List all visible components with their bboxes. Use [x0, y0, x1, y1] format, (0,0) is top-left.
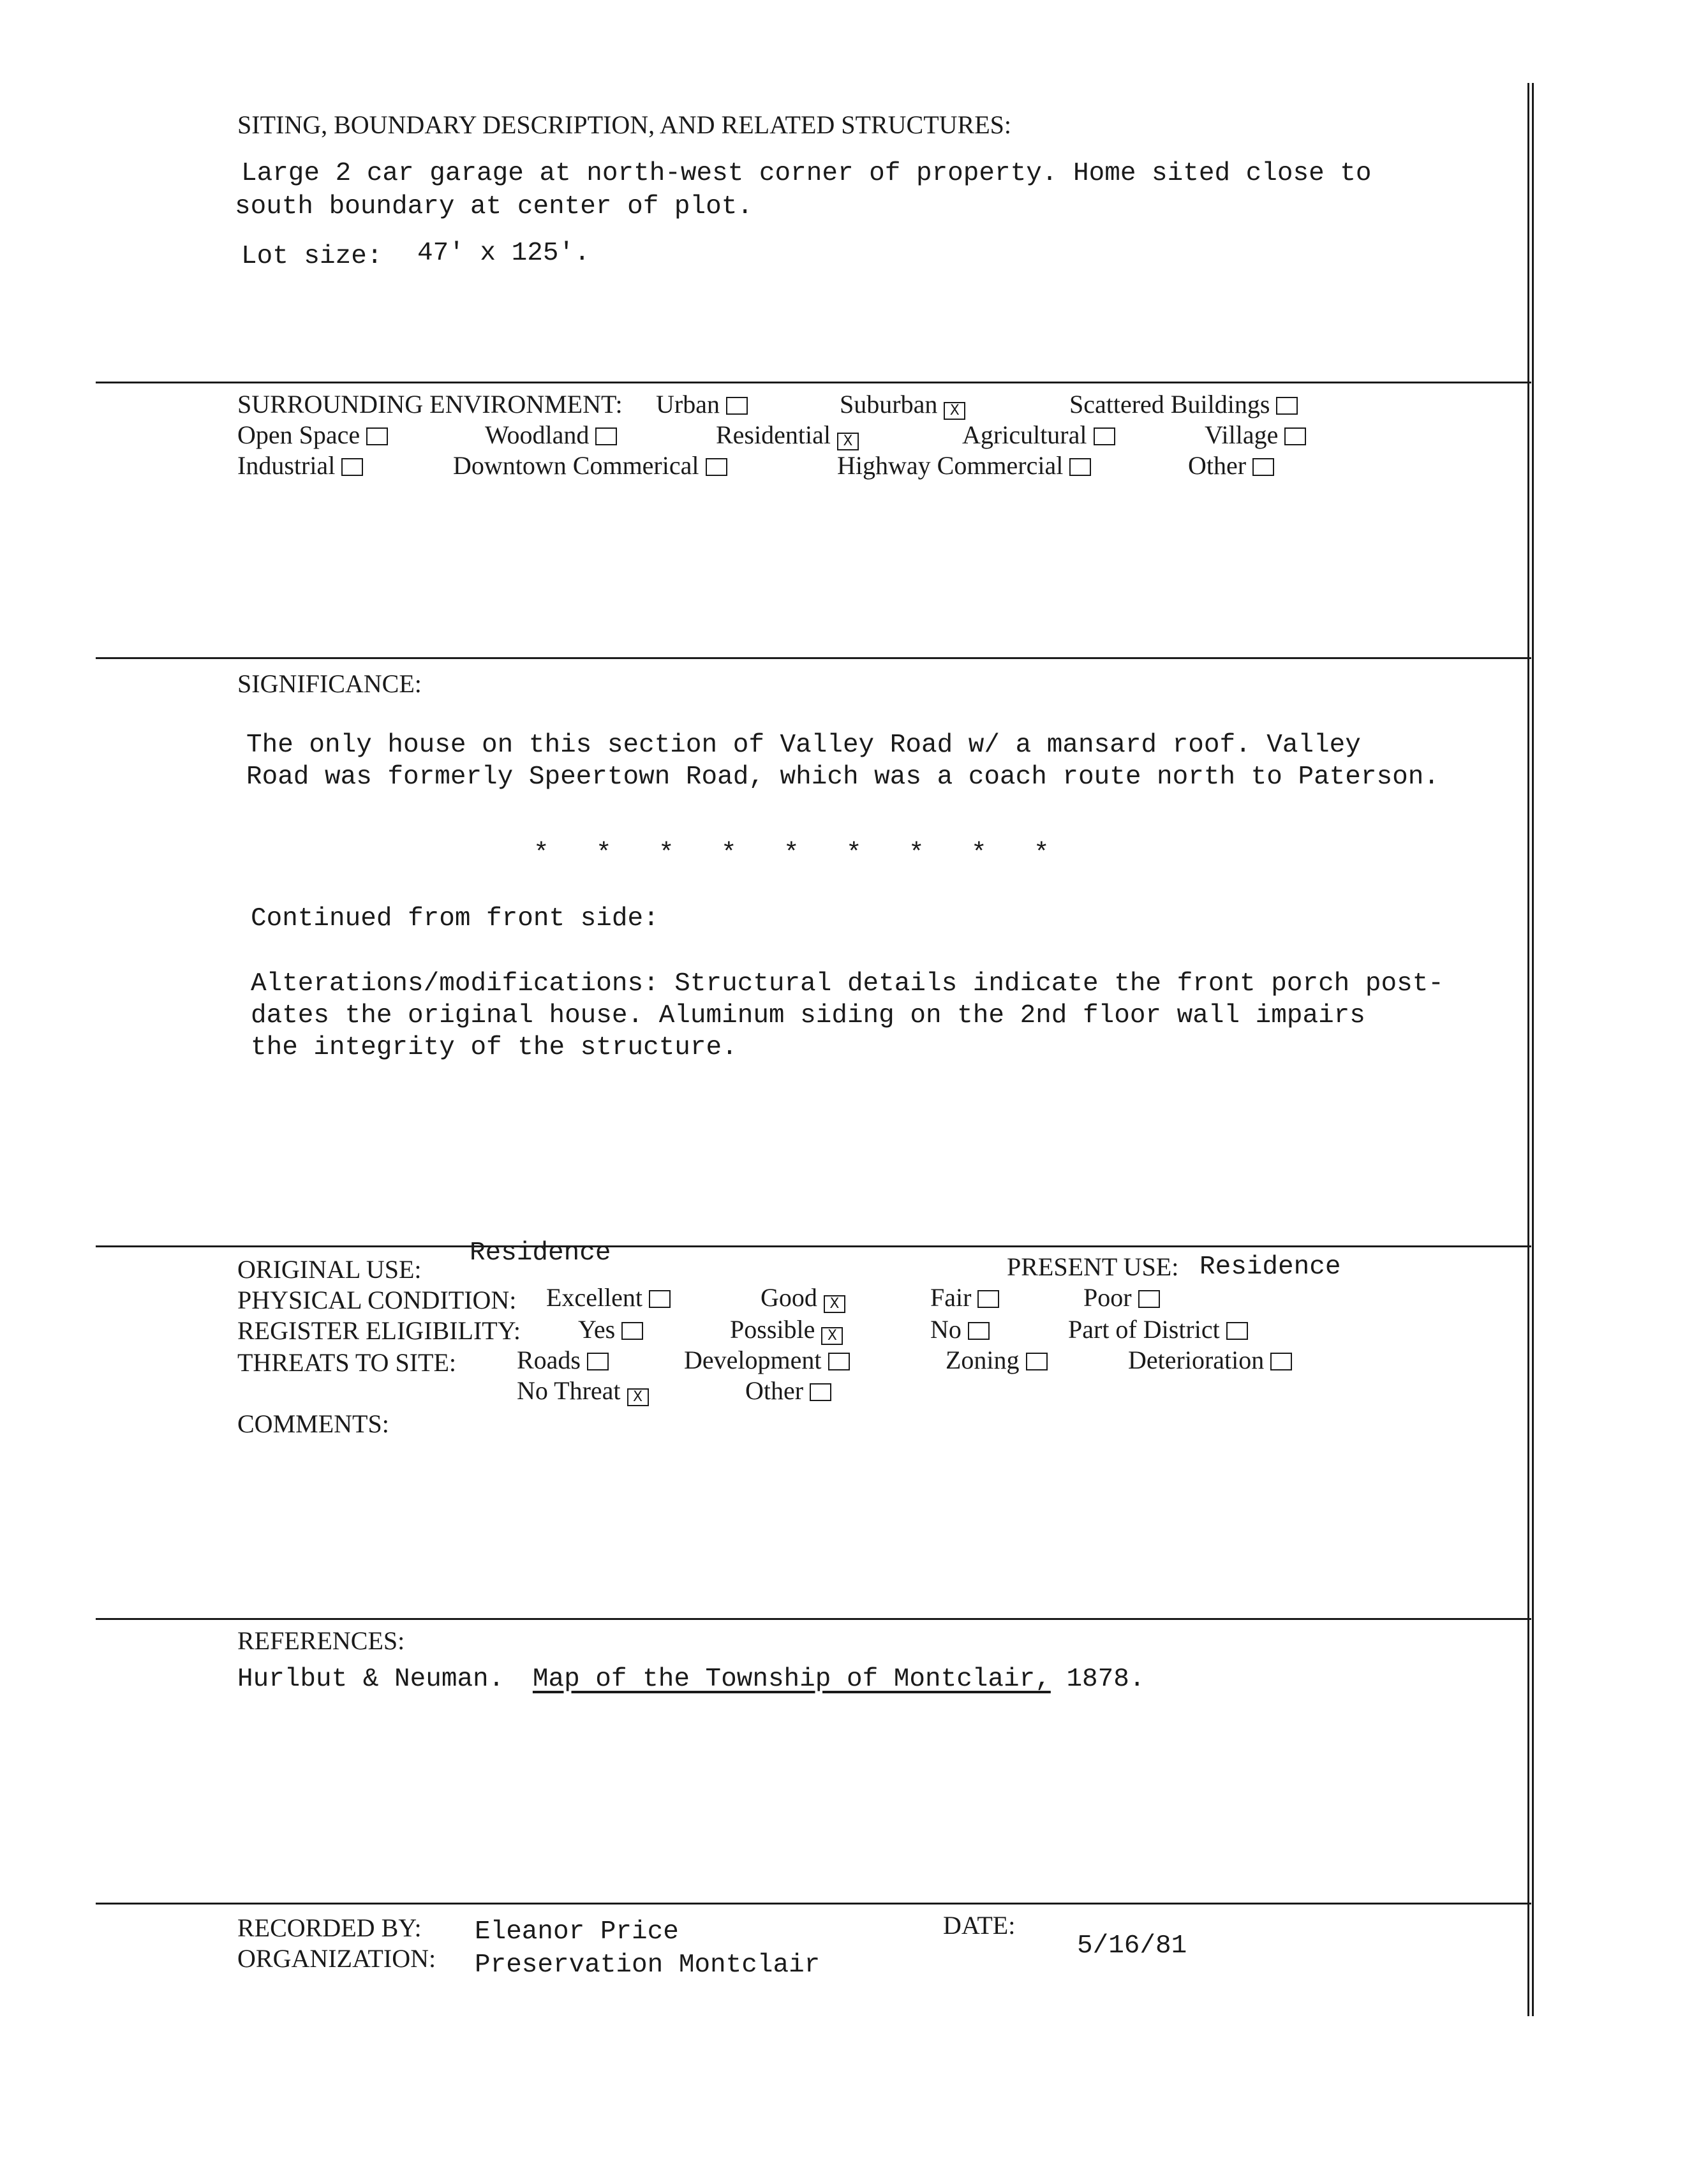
option-label: Development: [684, 1346, 822, 1374]
option-label: Downtown Commerical: [453, 451, 699, 480]
condition-poor[interactable]: [1083, 1285, 1160, 1311]
siting-line-2: south boundary at center of plot.: [235, 192, 753, 221]
option-label: Part of District: [1068, 1315, 1220, 1344]
option-woodland[interactable]: [485, 422, 617, 448]
reference-title: Map of the Township of Montclair,: [532, 1665, 1051, 1694]
divider-3: [96, 1245, 1531, 1247]
asterisk-separator: [533, 841, 1096, 867]
option-label: No: [930, 1315, 962, 1344]
checkbox-open-space[interactable]: [366, 427, 388, 445]
checkbox-downtown-commercial[interactable]: [706, 458, 727, 476]
checkbox-suburban-checked[interactable]: X: [944, 402, 965, 420]
organization-value: Preservation Montclair: [475, 1950, 821, 1980]
option-label: Highway Commercial: [837, 451, 1064, 480]
checkbox-excellent[interactable]: [649, 1290, 671, 1308]
option-village[interactable]: [1205, 422, 1306, 448]
siting-heading: SITING, BOUNDARY DESCRIPTION, AND RELATED STRUCTURES:: [237, 110, 1012, 139]
checkbox-urban[interactable]: [726, 397, 748, 415]
option-agricultural[interactable]: [962, 422, 1115, 448]
significance-heading: SIGNIFICANCE:: [237, 669, 422, 698]
eligibility-possible[interactable]: [730, 1317, 843, 1345]
threat-development[interactable]: [684, 1348, 850, 1373]
reference-line: [237, 1667, 1145, 1693]
threat-other[interactable]: [745, 1378, 831, 1404]
alterations-line-3: the integrity of the structure.: [251, 1033, 738, 1062]
option-label: Industrial: [237, 451, 336, 480]
original-use-label: ORIGINAL USE:: [237, 1255, 422, 1284]
option-label: Other: [745, 1376, 804, 1405]
organization-label: ORGANIZATION:: [237, 1944, 436, 1973]
checkbox-woodland[interactable]: [595, 427, 617, 445]
option-label: Scattered Buildings: [1069, 390, 1270, 419]
divider-1: [96, 382, 1531, 383]
option-label: Residential: [716, 420, 831, 449]
alterations-line-2: dates the original house. Aluminum siding on the 2nd floor wall impairs: [251, 1001, 1365, 1030]
option-label: Roads: [517, 1346, 581, 1374]
checkbox-deterioration[interactable]: [1270, 1353, 1292, 1370]
significance-line-1: The only house on this section of Valley Road w/ a mansard roof. Valley: [246, 731, 1361, 760]
option-industrial[interactable]: [237, 453, 363, 479]
asterisk: *: [533, 839, 549, 868]
checkbox-residential-checked[interactable]: X: [837, 433, 859, 450]
threat-zoning[interactable]: [946, 1348, 1048, 1373]
option-label: Excellent: [546, 1283, 643, 1312]
checkbox-village[interactable]: [1284, 427, 1306, 445]
option-other[interactable]: [1188, 453, 1274, 479]
divider-4: [96, 1618, 1531, 1620]
option-label: Good: [761, 1283, 817, 1312]
present-use-value: Residence: [1199, 1252, 1341, 1282]
checkbox-zoning[interactable]: [1026, 1353, 1048, 1370]
checkbox-fair[interactable]: [977, 1290, 999, 1308]
asterisk: *: [783, 839, 799, 868]
checkbox-agricultural[interactable]: [1094, 427, 1115, 445]
option-label: Agricultural: [962, 420, 1087, 449]
option-label: No Threat: [517, 1376, 621, 1405]
continued-note: Continued from front side:: [251, 904, 659, 933]
lot-size-value: 47' x 125'.: [417, 239, 590, 268]
option-residential[interactable]: [716, 422, 859, 450]
option-label: Yes: [578, 1315, 616, 1344]
checkbox-scattered-buildings[interactable]: [1276, 397, 1298, 415]
checkbox-roads[interactable]: [587, 1353, 609, 1370]
environment-heading: SURROUNDING ENVIRONMENT:: [237, 390, 623, 419]
checkbox-development[interactable]: [828, 1353, 850, 1370]
date-value: 5/16/81: [1077, 1931, 1187, 1961]
recorded-by-label: RECORDED BY:: [237, 1913, 422, 1942]
asterisk: *: [1034, 839, 1050, 868]
eligibility-no[interactable]: [930, 1317, 990, 1342]
option-label: Village: [1205, 420, 1279, 449]
checkbox-highway-commercial[interactable]: [1069, 458, 1091, 476]
option-label: Other: [1188, 451, 1247, 480]
alterations-line-1: Alterations/modifications: Structural details indicate the front porch post-: [251, 969, 1444, 999]
reference-authors: Hurlbut & Neuman.: [237, 1665, 505, 1694]
option-label: Zoning: [946, 1346, 1020, 1374]
checkbox-poor[interactable]: [1138, 1290, 1160, 1308]
option-scattered-buildings[interactable]: [1069, 392, 1298, 417]
checkbox-threat-other[interactable]: [810, 1383, 831, 1401]
asterisk: *: [596, 839, 612, 868]
option-label: Poor: [1083, 1283, 1132, 1312]
original-use-value: Residence: [470, 1238, 611, 1268]
option-label: Open Space: [237, 420, 360, 449]
checkbox-good-checked[interactable]: X: [824, 1295, 845, 1313]
reference-year: 1878.: [1066, 1665, 1145, 1694]
option-urban[interactable]: [656, 392, 748, 417]
asterisk: *: [971, 839, 987, 868]
physical-condition-label: PHYSICAL CONDITION:: [237, 1286, 517, 1314]
option-label: Deterioration: [1128, 1346, 1265, 1374]
checkbox-industrial[interactable]: [341, 458, 363, 476]
recorded-by-value: Eleanor Price: [475, 1917, 679, 1947]
condition-excellent[interactable]: [546, 1285, 671, 1311]
references-heading: REFERENCES:: [237, 1626, 405, 1655]
threat-roads[interactable]: [517, 1348, 609, 1373]
checkbox-yes[interactable]: [621, 1322, 643, 1340]
siting-line-1: Large 2 car garage at north-west corner of property. Home sited close to: [241, 159, 1372, 188]
date-label: DATE:: [943, 1911, 1016, 1940]
option-label: Woodland: [485, 420, 590, 449]
threats-label: THREATS TO SITE:: [237, 1348, 456, 1377]
asterisk: *: [658, 839, 674, 868]
condition-good[interactable]: [761, 1285, 845, 1313]
divider-5: [96, 1903, 1531, 1905]
option-highway-commercial[interactable]: [837, 453, 1091, 479]
asterisk: *: [909, 839, 925, 868]
checkbox-no-threat-checked[interactable]: X: [627, 1388, 649, 1406]
checkbox-other[interactable]: [1252, 458, 1274, 476]
significance-line-2: Road was formerly Speertown Road, which was a coach route north to Paterson.: [246, 762, 1439, 792]
comments-label: COMMENTS:: [237, 1409, 389, 1438]
threat-no-threat[interactable]: [517, 1378, 649, 1406]
eligibility-part-of-district[interactable]: [1068, 1317, 1248, 1342]
checkbox-possible-checked[interactable]: X: [821, 1327, 843, 1345]
asterisk: *: [721, 839, 737, 868]
threat-deterioration[interactable]: [1128, 1348, 1292, 1373]
option-label: Fair: [930, 1283, 972, 1312]
lot-size-label: Lot size:: [241, 242, 383, 271]
option-label: Possible: [730, 1315, 815, 1344]
condition-fair[interactable]: [930, 1285, 999, 1311]
option-label: Urban: [656, 390, 720, 419]
option-open-space[interactable]: [237, 422, 388, 448]
option-suburban[interactable]: [840, 392, 965, 420]
present-use-label: PRESENT USE:: [1007, 1252, 1179, 1281]
option-label: Suburban: [840, 390, 938, 419]
option-downtown-commercial[interactable]: [453, 453, 727, 479]
checkbox-part-of-district[interactable]: [1226, 1322, 1248, 1340]
register-eligibility-label: REGISTER ELIGIBILITY:: [237, 1316, 521, 1345]
eligibility-yes[interactable]: [578, 1317, 643, 1342]
asterisk: *: [846, 839, 862, 868]
margin-bar-right: [1532, 83, 1534, 2016]
divider-2: [96, 657, 1531, 659]
margin-bar-left: [1527, 83, 1529, 2016]
checkbox-no[interactable]: [968, 1322, 990, 1340]
